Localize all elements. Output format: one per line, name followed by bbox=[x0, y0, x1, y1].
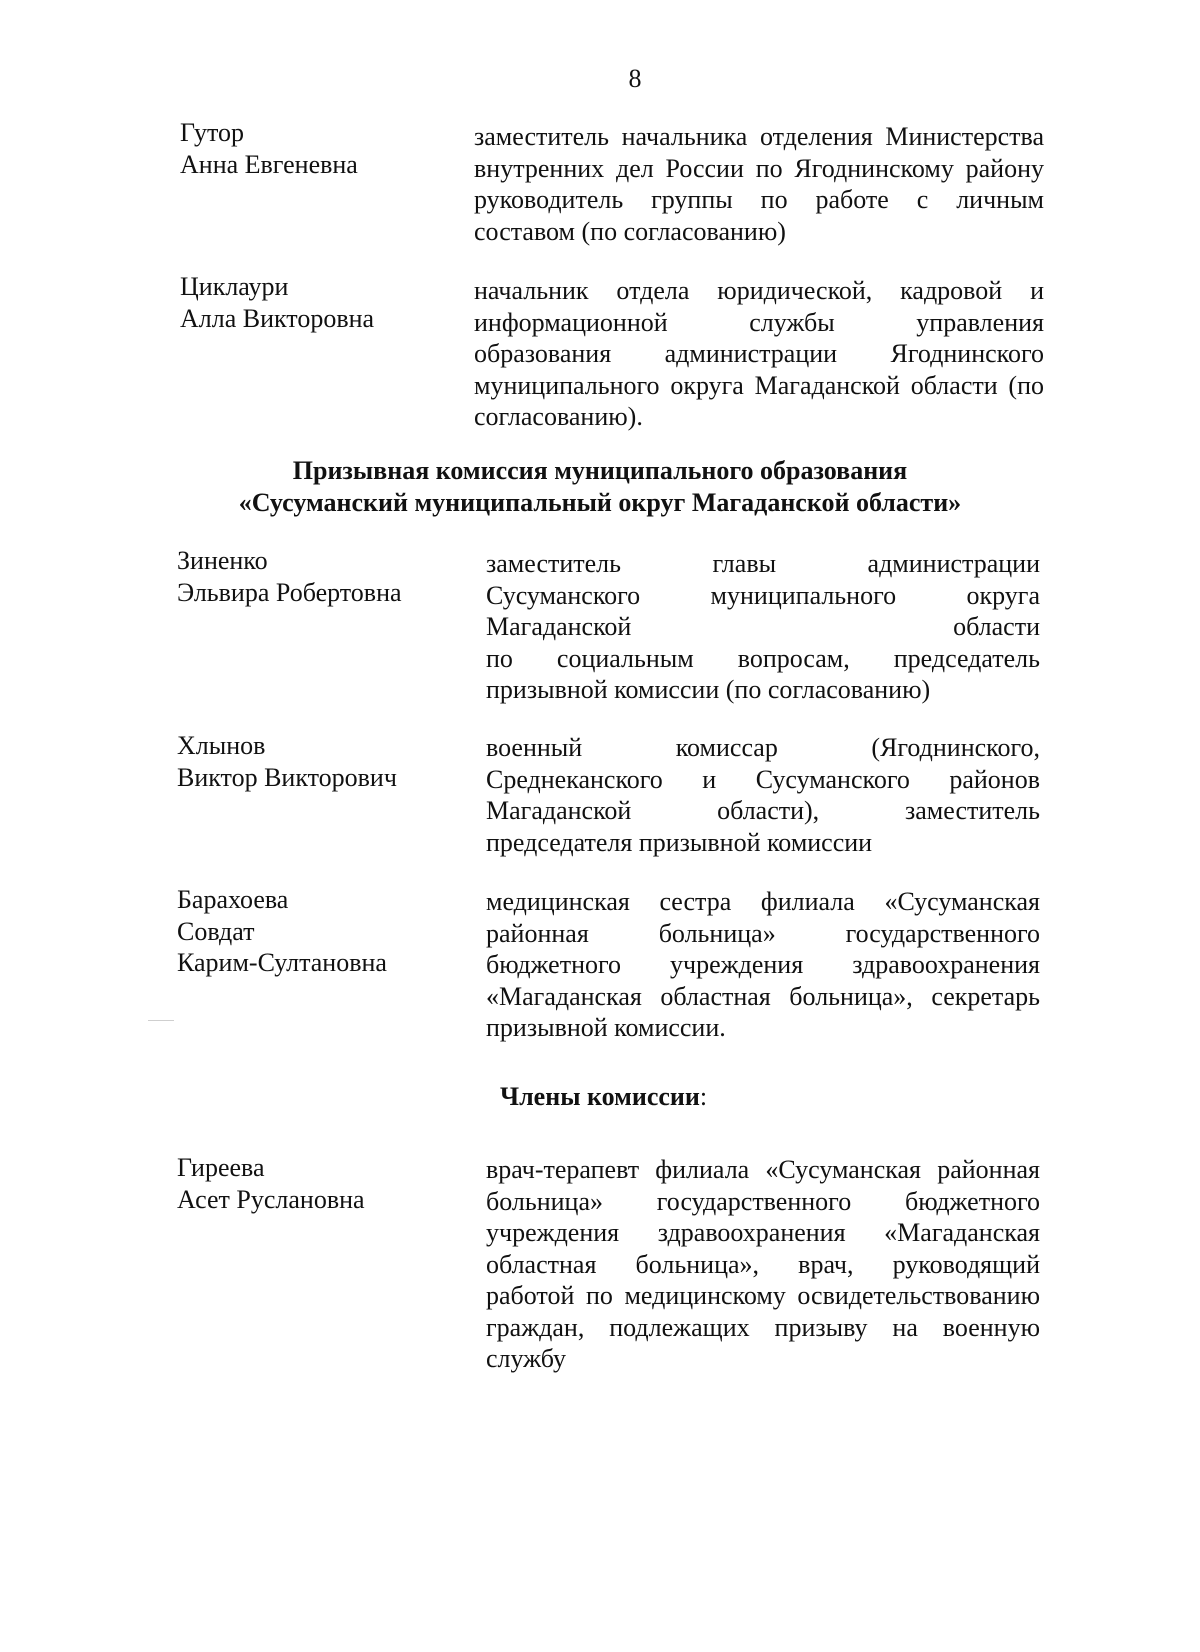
member-given-names: Анна Евгеневна bbox=[180, 149, 358, 179]
member-name bbox=[177, 1152, 365, 1215]
member-given-names: Виктор Викторович bbox=[177, 762, 397, 792]
commission-heading-line: Призывная комиссия муниципального образования bbox=[292, 456, 908, 485]
member-given-names: Алла Викторовна bbox=[180, 303, 375, 333]
position-line: медицинская сестра филиала «Сусуманская bbox=[486, 887, 1040, 916]
member-name bbox=[177, 545, 402, 608]
member-surname: Барахоева bbox=[177, 885, 289, 914]
member-given-names: Совдат bbox=[177, 916, 255, 946]
position-line: начальник отдела юридической, кадровой и bbox=[474, 276, 1044, 305]
members-heading-label: Члены комиссии bbox=[500, 1082, 700, 1111]
position-line: военный комиссар (Ягоднинского, bbox=[486, 733, 1040, 762]
position-line: председателя призывной комиссии bbox=[486, 827, 873, 857]
position-line: образования администрации Ягоднинского bbox=[474, 339, 1044, 368]
members-heading bbox=[500, 1080, 707, 1114]
position-line: работой по медицинскому освидетельствованию bbox=[486, 1281, 1040, 1310]
member-position bbox=[486, 732, 1040, 858]
position-line: службу bbox=[486, 1344, 567, 1373]
position-line: «Магаданская областная больница», секретарь bbox=[486, 981, 1040, 1011]
member-name bbox=[177, 730, 397, 793]
member-surname: Гиреева bbox=[177, 1153, 265, 1182]
position-line: заместитель начальника отделения Министерства bbox=[474, 122, 1044, 151]
member-surname: Циклаури bbox=[180, 272, 289, 301]
scan-mark bbox=[148, 1020, 174, 1021]
members-heading-colon: : bbox=[699, 1082, 708, 1111]
position-line: Сусуманского муниципального округа bbox=[486, 580, 1040, 610]
position-line: муниципального округа Магаданской области (по bbox=[474, 370, 1044, 400]
member-position bbox=[474, 275, 1044, 433]
position-line: призывной комиссии. bbox=[486, 1013, 726, 1042]
member-surname: Зиненко bbox=[177, 546, 268, 575]
position-line: составом (по согласованию) bbox=[474, 216, 786, 246]
position-line: Магаданской области), заместитель bbox=[486, 796, 1040, 825]
position-line: внутренних дел России по Ягоднинскому району bbox=[474, 153, 1044, 183]
member-given-names: Эльвира Робертовна bbox=[177, 577, 402, 607]
member-given-names: Карим-Султановна bbox=[177, 948, 387, 977]
position-line: заместитель главы администрации bbox=[486, 549, 1040, 578]
member-position bbox=[486, 886, 1040, 1044]
member-surname: Хлынов bbox=[177, 731, 266, 760]
position-line: граждан, подлежащих призыву на военную bbox=[486, 1312, 1040, 1342]
member-given-names: Асет Руслановна bbox=[177, 1184, 365, 1214]
position-line: согласованию). bbox=[474, 402, 643, 431]
page-number: 8 bbox=[628, 64, 642, 93]
member-position bbox=[486, 1154, 1040, 1375]
position-line: больница» государственного бюджетного bbox=[486, 1186, 1040, 1216]
position-line: учреждения здравоохранения «Магаданская bbox=[486, 1218, 1040, 1247]
member-surname: Гутор bbox=[180, 118, 245, 147]
member-position bbox=[474, 121, 1044, 247]
commission-heading-line: «Сусуманский муниципальный округ Магаданской области» bbox=[238, 488, 962, 517]
position-line: информационной службы управления bbox=[474, 307, 1044, 337]
position-line: Магаданской области bbox=[486, 612, 1040, 641]
member-name bbox=[180, 117, 358, 180]
position-line: областная больница», врач, руководящий bbox=[486, 1249, 1040, 1279]
member-position bbox=[486, 548, 1040, 706]
member-name bbox=[177, 884, 387, 979]
position-line: Среднеканского и Сусуманского районов bbox=[486, 764, 1040, 794]
position-line: призывной комиссии (по согласованию) bbox=[486, 675, 931, 704]
position-line: бюджетного учреждения здравоохранения bbox=[486, 950, 1040, 979]
position-line: врач-терапевт филиала «Сусуманская районная bbox=[486, 1155, 1040, 1184]
member-name bbox=[180, 271, 374, 334]
position-line: по социальным вопросам, председатель bbox=[486, 643, 1040, 673]
position-line: районная больница» государственного bbox=[486, 918, 1040, 948]
commission-heading bbox=[0, 455, 1200, 519]
position-line: руководитель группы по работе с личным bbox=[474, 185, 1044, 214]
